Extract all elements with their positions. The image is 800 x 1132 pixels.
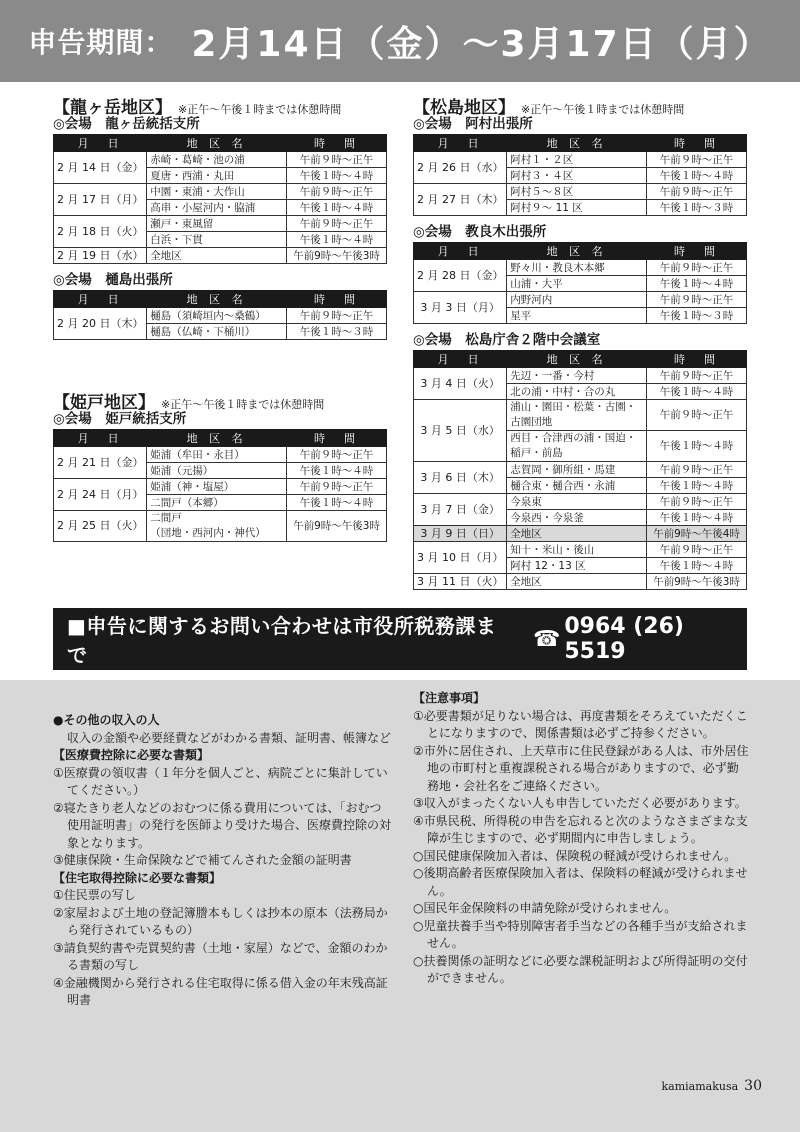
note-item: ○扶養関係の証明などに必要な課税証明および所得証明の交付ができません。: [413, 953, 748, 985]
district-name: 【姫戸地区】: [53, 393, 155, 413]
note-item: ②家屋および土地の登記簿謄本もしくは抄本の原本（法務局から発行されているもの）: [53, 905, 388, 937]
column-header-time: 時 間: [287, 291, 387, 308]
schedule-time: 午後１時～４時: [647, 431, 747, 462]
schedule-area: 姫浦（神・塩屋）: [147, 479, 287, 495]
venue-title: ◎会場 教良木出張所: [413, 224, 547, 240]
schedule-area: 先辺・一番・今村: [507, 368, 647, 384]
note-item: 【注意事項】: [413, 691, 486, 705]
note-item: ④市県民税、所得税の申告を忘れると次のようなさまざまな支障が生じますので、必ず期間内に申告しましょう。: [413, 813, 748, 845]
schedule-date: 2 月 17 日（月）: [54, 184, 147, 216]
table-header-row: [414, 351, 747, 368]
schedule-date: 2 月 14 日（金）: [54, 152, 147, 184]
column-header-area: 地 区 名: [147, 135, 287, 152]
schedule-date: 3 月 7 日（金）: [414, 494, 507, 526]
note-item: 収入の金額や必要経費などがわかる書類、証明書、帳簿など: [67, 730, 392, 745]
schedule-area: 全地区: [507, 574, 647, 590]
schedule-date: 2 月 24 日（月）: [54, 479, 147, 511]
schedule-area: 全地区: [147, 248, 287, 264]
schedule-time: 午後１時～４時: [647, 168, 747, 184]
table-row: [54, 216, 387, 232]
column-header-area: 地 区 名: [507, 135, 647, 152]
district-heading: [413, 93, 747, 118]
schedule-time: 午前９時～正午: [287, 447, 387, 463]
column-header-time: 時 間: [287, 135, 387, 152]
page-number: 30: [744, 1078, 762, 1094]
schedule-time: 午前9時～午後4時: [647, 526, 747, 542]
schedule-time: 午前９時～正午: [647, 462, 747, 478]
schedule-date: 3 月 11 日（火）: [414, 574, 507, 590]
schedule-date: 2 月 25 日（火）: [54, 511, 147, 542]
schedule-date: 2 月 27 日（木）: [414, 184, 507, 216]
district-name: 【龍ヶ岳地区】: [53, 98, 172, 118]
schedule-date: 3 月 9 日（日）: [414, 526, 507, 542]
schedule-area: 樋島（仏崎・下桶川）: [147, 324, 287, 340]
schedule-area: 阿村 12・13 区: [507, 558, 647, 574]
schedule-time: 午前９時～正午: [647, 494, 747, 510]
schedule-time: 午前９時～正午: [647, 368, 747, 384]
column-header-date: 月 日: [54, 291, 147, 308]
schedule-area: 知十・米山・後山: [507, 542, 647, 558]
phone-number-text: 0964 (26) 5519: [564, 614, 684, 664]
filing-period-label: 申告期間：: [28, 26, 174, 59]
note-item: ①必要書類が足りない場合は、再度書類をそろえていただくことになりますので、関係書類は必ずご持参ください。: [413, 708, 748, 740]
district-heading: [53, 93, 387, 118]
note-item: 【医療費控除に必要な書類】: [53, 748, 210, 762]
schedule-time: 午後１時～４時: [287, 463, 387, 479]
schedule-area: 阿村９～ 11 区: [507, 200, 647, 216]
ryugatake-section: [53, 93, 387, 340]
schedule-time: 午後１時～４時: [647, 558, 747, 574]
schedule-date: 2 月 18 日（火）: [54, 216, 147, 248]
schedule-area: 阿村５～８区: [507, 184, 647, 200]
schedule-area: 白浜・下貫: [147, 232, 287, 248]
column-header-time: 時 間: [647, 351, 747, 368]
schedule-date: 3 月 6 日（木）: [414, 462, 507, 494]
table-row: [414, 574, 747, 590]
schedule-area: 星平: [507, 308, 647, 324]
schedule-date: 3 月 10 日（月）: [414, 542, 507, 574]
caution-notes: [413, 690, 749, 988]
table-row: [414, 400, 747, 431]
venue-title: ◎会場 松島庁舎２階中会議室: [413, 332, 601, 348]
note-item: ②市外に居住され、上天草市に住民登録がある人は、市外居住地の市町村と重複課税される場合がありますので、必ず勤務地・会社名をご連絡ください。: [413, 743, 749, 793]
schedule-time: 午前９時～正午: [647, 260, 747, 276]
schedule-time: 午後１時～４時: [287, 232, 387, 248]
schedule-time: 午後１時～４時: [647, 478, 747, 494]
schedule-area: 志賀岡・御所組・馬建: [507, 462, 647, 478]
schedule-time: 午前9時～午後3時: [647, 574, 747, 590]
break-time-note: ※正午～午後１時までは休憩時間: [521, 103, 685, 116]
schedule-time: 午後１時～３時: [647, 200, 747, 216]
schedule-area: 二間戸 （団地・西河内・神代）: [147, 511, 287, 542]
schedule-area: 樋合東・樋合西・永浦: [507, 478, 647, 494]
contact-banner: [53, 608, 747, 670]
schedule-time: 午前９時～正午: [287, 216, 387, 232]
schedule-time: 午前９時～正午: [287, 308, 387, 324]
note-item: ③請負契約書や売買契約書（土地・家屋）などで、金額のわかる書類の写し: [53, 940, 388, 972]
himedo-section: [53, 388, 387, 542]
table-row: [414, 152, 747, 168]
venue-title: ◎会場 阿村出張所: [413, 116, 533, 132]
column-header-time: 時 間: [647, 135, 747, 152]
schedule-time: 午前9時～午後3時: [287, 511, 387, 542]
note-item: ②寝たきり老人などのおむつに係る費用については、「おむつ使用証明書」の発行を医師より受けた場合、医療費控除の対象となります。: [53, 800, 392, 850]
schedule-area: 高串・小屋河内・脇浦: [147, 200, 287, 216]
column-header-date: 月 日: [414, 243, 507, 260]
site-name: kamiamakusa: [661, 1080, 739, 1093]
schedule-time: 午後１時～４時: [647, 384, 747, 400]
schedule-area: 全地区: [507, 526, 647, 542]
venue-title: ◎会場 龍ヶ岳統括支所: [53, 116, 200, 132]
schedule-date: 2 月 28 日（金）: [414, 260, 507, 292]
schedule-time: 午前９時～正午: [287, 184, 387, 200]
column-header-date: 月 日: [414, 135, 507, 152]
schedule-area: 瀬戸・東風留: [147, 216, 287, 232]
column-header-date: 月 日: [414, 351, 507, 368]
schedule-table: [53, 429, 387, 542]
schedule-table: [53, 290, 387, 340]
note-item: 【住宅取得控除に必要な書類】: [53, 870, 222, 885]
schedule-table: [413, 242, 747, 324]
schedule-time: 午後１時～４時: [287, 200, 387, 216]
schedule-area: 中園・東浦・大作山: [147, 184, 287, 200]
column-header-area: 地 区 名: [147, 430, 287, 447]
page-footer: [661, 1078, 762, 1094]
schedule-time: 午後１時～３時: [287, 324, 387, 340]
district-name: 【松島地区】: [413, 98, 515, 118]
table-row: [414, 462, 747, 478]
schedule-area: 姫浦（元揚）: [147, 463, 287, 479]
table-row: [54, 511, 387, 542]
venue-title: ◎会場 樋島出張所: [53, 272, 173, 288]
table-row: [414, 494, 747, 510]
column-header-time: 時 間: [647, 243, 747, 260]
schedule-time: 午後１時～３時: [647, 308, 747, 324]
schedule-time: 午前９時～正午: [647, 292, 747, 308]
schedule-time: 午前９時～正午: [647, 184, 747, 200]
schedule-time: 午前９時～正午: [647, 400, 747, 431]
schedule-date: 2 月 20 日（木）: [54, 308, 147, 340]
column-header-area: 地 区 名: [507, 243, 647, 260]
filing-period-banner: [0, 0, 800, 82]
note-item: ①住民票の写し: [53, 888, 136, 902]
schedule-date: 3 月 3 日（月）: [414, 292, 507, 324]
note-item: ③健康保険・生命保険などで補てんされた金額の証明書: [53, 853, 352, 867]
schedule-time: 午後１時～４時: [647, 276, 747, 292]
filing-period-dates: 2月14日（金）～3月17日（月）: [191, 23, 772, 65]
break-time-note: ※正午～午後１時までは休憩時間: [178, 103, 342, 116]
schedule-area: 浦山・園田・松葉・古園・ 古園団地: [507, 400, 647, 431]
table-header-row: [414, 135, 747, 152]
schedule-time: 午後１時～４時: [287, 495, 387, 511]
schedule-table: [413, 134, 747, 216]
column-header-area: 地 区 名: [507, 351, 647, 368]
district-heading: [53, 388, 387, 413]
table-header-row: [414, 243, 747, 260]
table-row: [54, 152, 387, 168]
table-row: [414, 368, 747, 384]
note-item: ○後期高齢者医療保険加入者は、保険料の軽減が受けられません。: [413, 866, 748, 898]
required-documents-notes: [53, 712, 393, 1010]
table-header-row: [54, 135, 387, 152]
schedule-date: 2 月 21 日（金）: [54, 447, 147, 479]
table-row: [414, 184, 747, 200]
table-row: [414, 542, 747, 558]
table-row: [54, 308, 387, 324]
schedule-time: 午前９時～正午: [647, 152, 747, 168]
table-row: [54, 479, 387, 495]
schedule-time: 午後１時～４時: [287, 168, 387, 184]
schedule-area: 山浦・大平: [507, 276, 647, 292]
table-row: [54, 184, 387, 200]
schedule-table: [413, 350, 747, 590]
schedule-time: 午前９時～正午: [287, 479, 387, 495]
schedule-area: 内野河内: [507, 292, 647, 308]
table-header-row: [54, 430, 387, 447]
note-item: ①医療費の領収書（１年分を個人ごと、病院ごとに集計していてください。）: [53, 765, 388, 797]
schedule-time: 午前９時～正午: [647, 542, 747, 558]
schedule-area: 北の浦・中村・合の丸: [507, 384, 647, 400]
schedule-table: [53, 134, 387, 264]
note-item: ○国民年金保険料の申請免除が受けられません。: [413, 901, 677, 915]
venue-title: ◎会場 姫戸統括支所: [53, 411, 187, 427]
table-row: [414, 260, 747, 276]
schedule-time: 午後１時～４時: [647, 510, 747, 526]
column-header-date: 月 日: [54, 135, 147, 152]
table-row: [414, 526, 747, 542]
schedule-date: 3 月 4 日（火）: [414, 368, 507, 400]
phone-icon: ☎: [532, 626, 561, 652]
schedule-area: 今泉東: [507, 494, 647, 510]
schedule-area: 夏唐・西浦・丸田: [147, 168, 287, 184]
schedule-area: 阿村１・２区: [507, 152, 647, 168]
schedule-area: 赤崎・葛崎・池の浦: [147, 152, 287, 168]
schedule-date: 2 月 26 日（水）: [414, 152, 507, 184]
schedule-area: 姫浦（牟田・永目）: [147, 447, 287, 463]
phone-number[interactable]: [533, 614, 747, 664]
schedule-area: 西目・合津西の浦・国迫・ 稲戸・前島: [507, 431, 647, 462]
break-time-note: ※正午～午後１時までは休憩時間: [161, 398, 325, 411]
table-header-row: [54, 291, 387, 308]
schedule-time: 午前9時～午後3時: [287, 248, 387, 264]
note-item: ○国民健康保険加入者は、保険税の軽減が受けられません。: [413, 848, 737, 863]
schedule-area: 今泉西・今泉釜: [507, 510, 647, 526]
schedule-time: 午前９時～正午: [287, 152, 387, 168]
note-item: ○児童扶養手当や特別障害者手当などの各種手当が支給されません。: [413, 918, 748, 950]
schedule-date: 2 月 19 日（水）: [54, 248, 147, 264]
note-item: ④金融機関から発行される住宅取得に係る借入金の年末残高証明書: [53, 975, 388, 1007]
matsushima-section: [413, 93, 747, 590]
column-header-date: 月 日: [54, 430, 147, 447]
schedule-area: 野々川・教良木本郷: [507, 260, 647, 276]
note-item: ③収入がまったくない人も申告していただく必要があります。: [413, 796, 747, 810]
contact-text: ■申告に関するお問い合わせは市役所税務課まで: [67, 614, 497, 667]
schedule-area: 樋島（須崎垣内～桑鶴）: [147, 308, 287, 324]
note-item: ●その他の収入の人: [53, 713, 160, 727]
table-row: [54, 447, 387, 463]
schedule-area: 二間戸（本郷）: [147, 495, 287, 511]
column-header-area: 地 区 名: [147, 291, 287, 308]
column-header-time: 時 間: [287, 430, 387, 447]
table-row: [414, 292, 747, 308]
schedule-area: 阿村３・４区: [507, 168, 647, 184]
schedule-date: 3 月 5 日（水）: [414, 400, 507, 462]
table-row: [54, 248, 387, 264]
